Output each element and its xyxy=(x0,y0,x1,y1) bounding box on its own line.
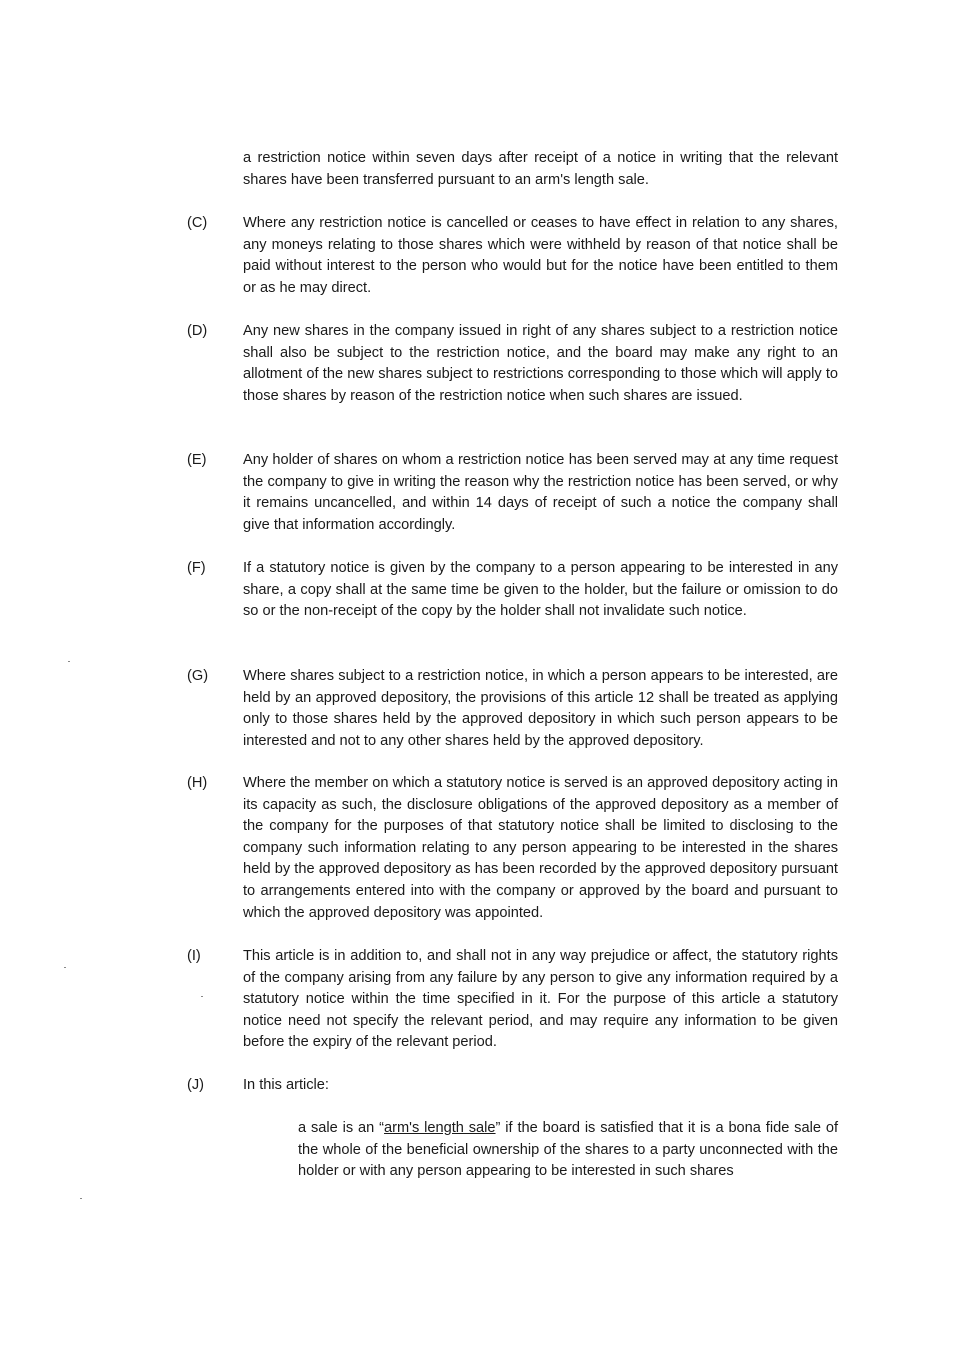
section-text-e: Any holder of shares on whom a restriction notice has been served may at any time request the company to give in writing the reason why the restriction notice has been served, or why it remains uncancelled, and within 14 days of receipt of such a notice the company shall give that information accordingly. xyxy=(243,452,838,533)
section-label-e: (E) xyxy=(187,452,207,468)
continuation-paragraph: a restriction notice within seven days after receipt of a notice in writing that the relevant shares have been transferred pursuant to an arm's length sale. xyxy=(243,150,838,188)
definition-prefix: a sale is an “ xyxy=(298,1120,385,1136)
definition-term: arm's length sale xyxy=(384,1120,496,1136)
section-label-i: (I) xyxy=(187,948,201,964)
section-text-g: Where shares subject to a restriction notice, in which a person appears to be interested, are held by an approved depository, the provisions of this article 12 shall be treated as applying only to those shares held by the approved depository in which such person appears to be interested and not to any other shares held by the approved depository. xyxy=(243,668,838,749)
section-label-j: (J) xyxy=(187,1077,205,1093)
section-label-d: (D) xyxy=(187,323,208,339)
section-text-h: Where the member on which a statutory notice is served is an approved depository acting in its capacity as such, the disclosure obligations of the approved depository as a member of the company for the purposes of that statutory notice shall be limited to disclosing to the company such information relating to any person appearing to be interested in the shares held by the approved depository as has been recorded by the approved depository pursuant to arrangements entered into with the company or approved by the board and pursuant to which the approved depository was appointed. xyxy=(243,775,838,921)
scan-speck xyxy=(64,967,66,968)
scan-speck xyxy=(68,661,70,662)
section-label-h: (H) xyxy=(187,775,208,791)
section-text-i: This article is in addition to, and shall not in any way prejudice or affect, the statutory rights of the company arising from any failure by any person to give any information required by a statutory notice within the time specified in it. For the purpose of this article a statutory notice need not specify the relevant period, and may require any information to be given before the expiry of the relevant period. xyxy=(243,948,838,1051)
section-text-f: If a statutory notice is given by the company to a person appearing to be interested in any share, a copy shall at the same time be given to the holder, but the failure or omission to do so or the non-receipt of the copy by the holder shall not invalidate such notice. xyxy=(243,560,838,620)
section-text-j: In this article: xyxy=(243,1077,329,1093)
section-text-d: Any new shares in the company issued in right of any shares subject to a restriction notice shall also be subject to the restriction notice, and the board may make any right to an allotment of the new shares subject to restrictions corresponding to those which will apply to those shares by reason of the restriction notice when such shares are issued. xyxy=(243,323,838,404)
section-label-c: (C) xyxy=(187,215,208,231)
section-label-f: (F) xyxy=(187,560,206,576)
scan-speck xyxy=(80,1198,82,1199)
section-text-c: Where any restriction notice is cancelled or ceases to have effect in relation to any shares, any moneys relating to those shares which were withheld by reason of that notice shall be paid without interest to the person who would but for the notice have been entitled to them or as he may direct. xyxy=(243,215,838,296)
section-label-g: (G) xyxy=(187,668,209,684)
definition-paragraph xyxy=(298,1118,838,1183)
scan-speck xyxy=(201,996,203,997)
definition-suffix: ” if the board is satisfied that it is a bona fide sale of the whole of the beneficial ownership of the shares to a party unconnected with the holder or with any person appearing to be interested in such shares xyxy=(298,1120,839,1180)
